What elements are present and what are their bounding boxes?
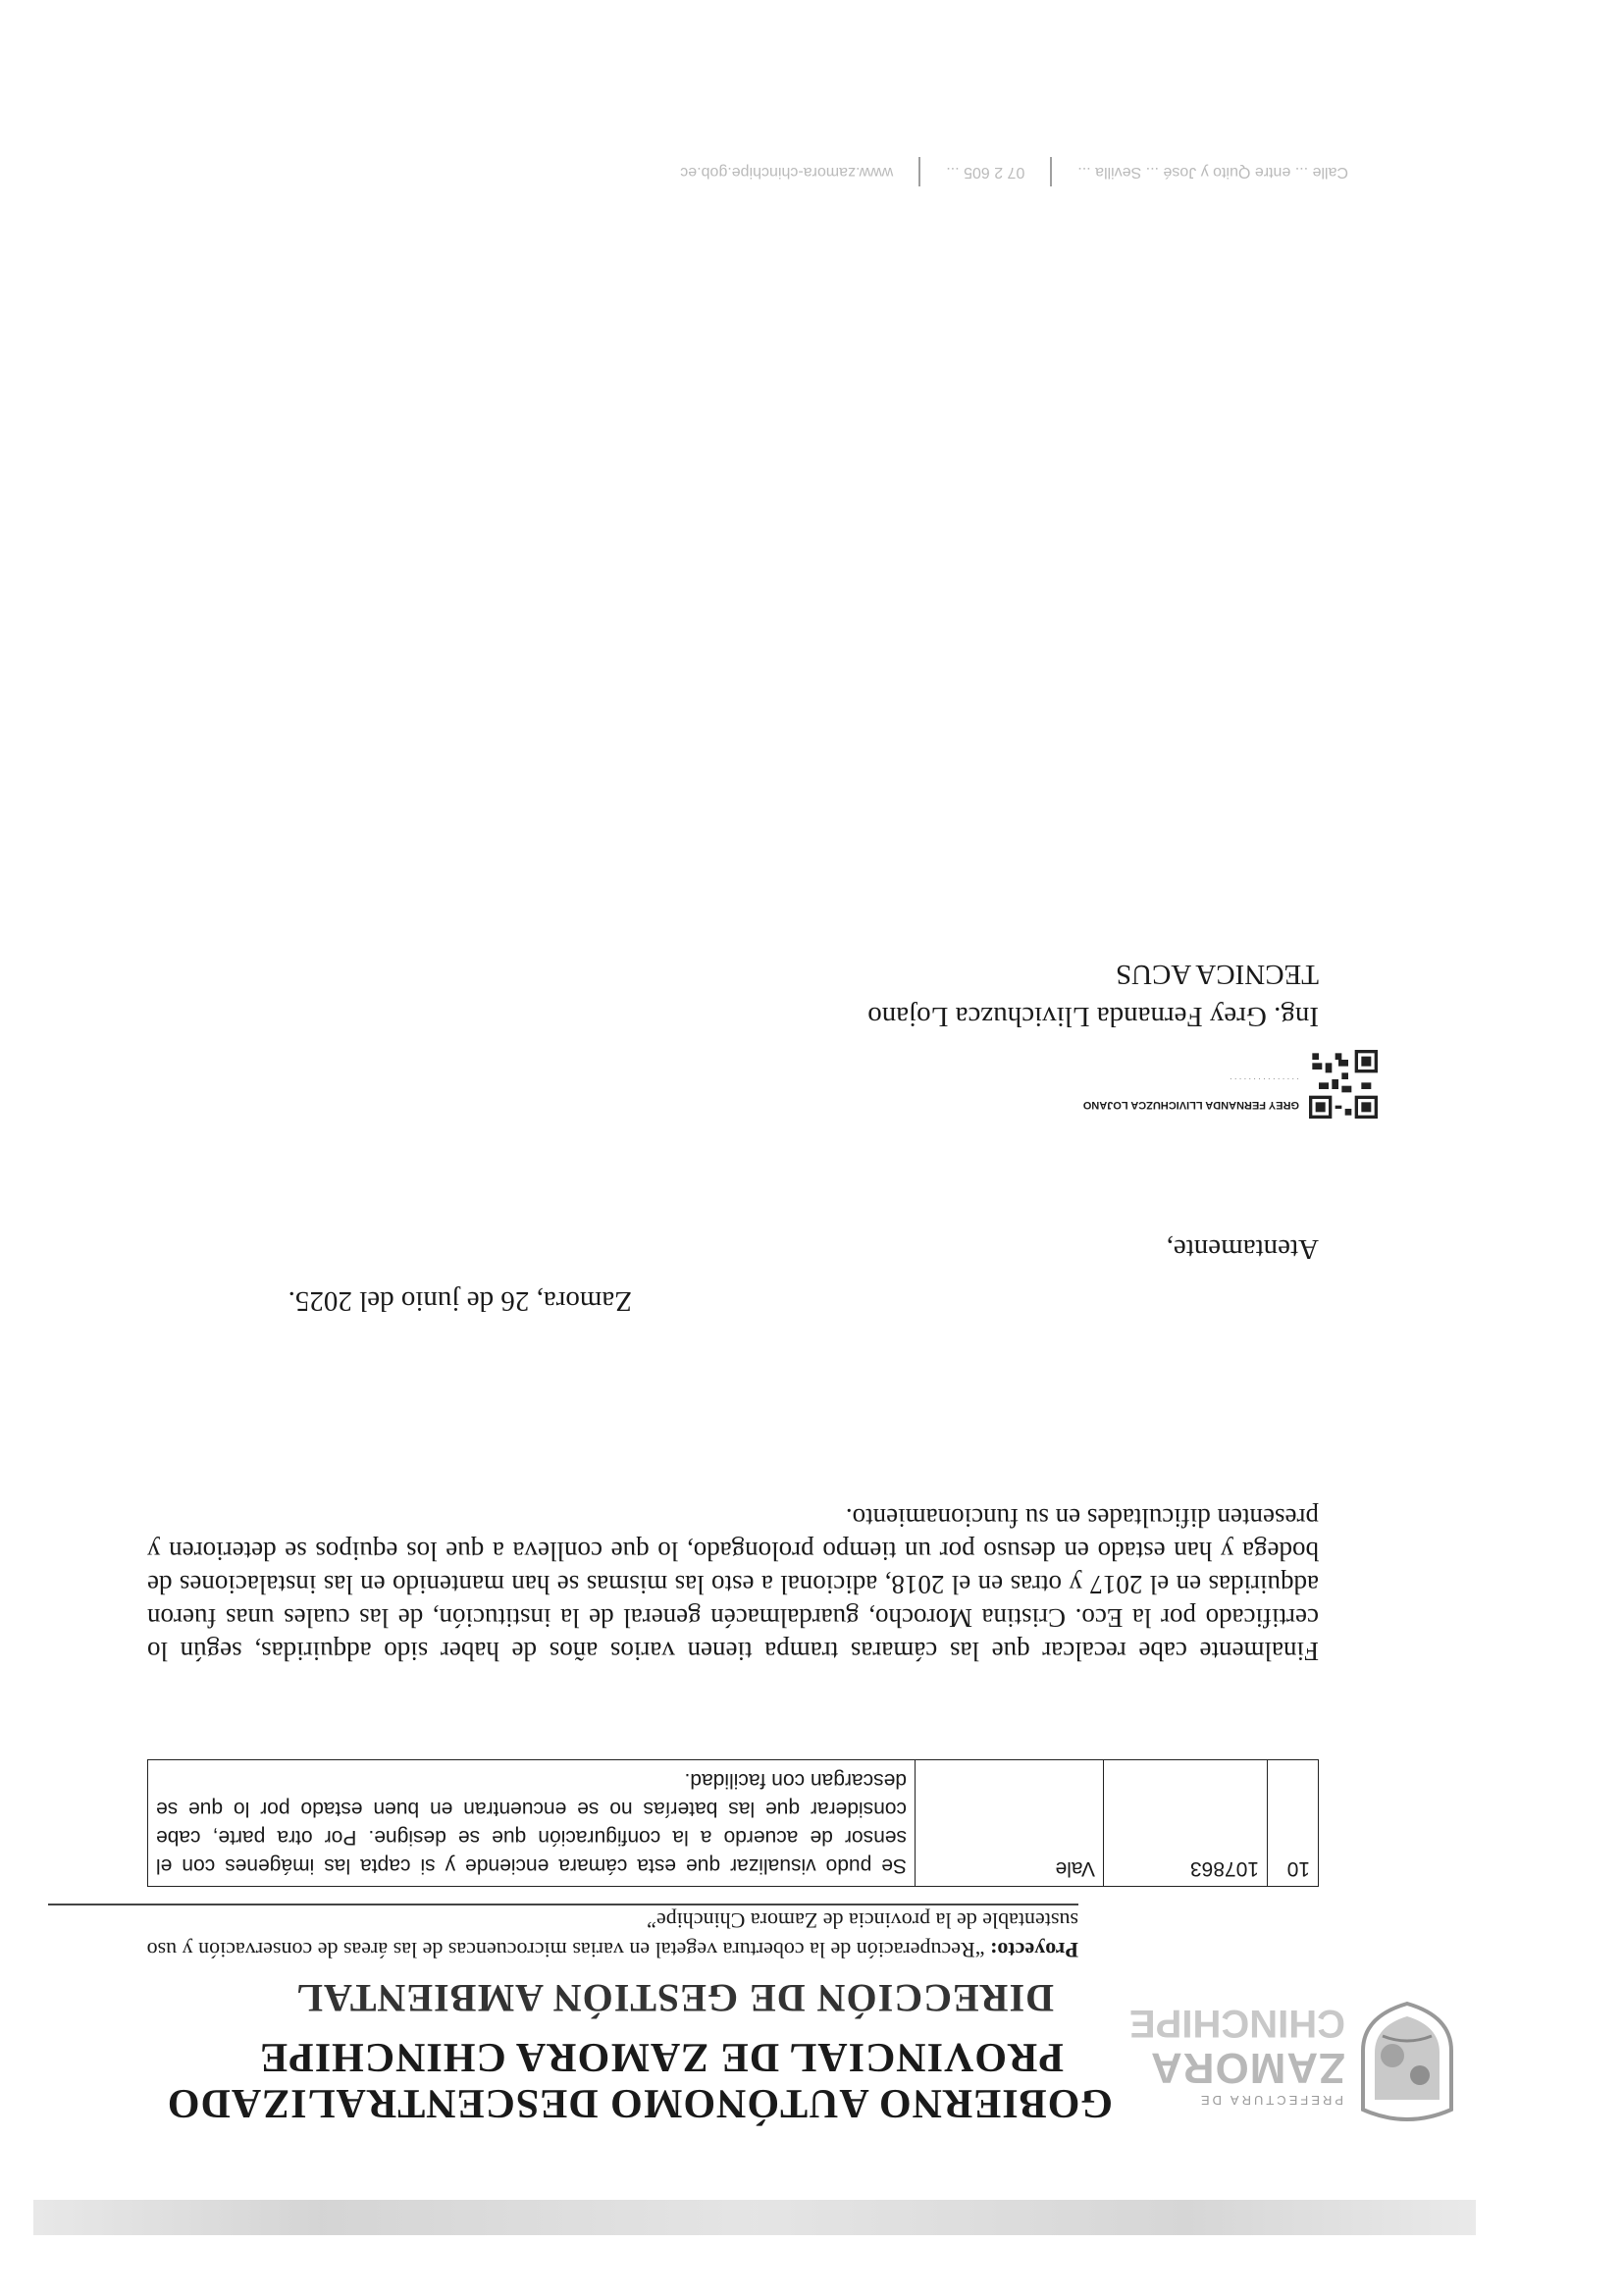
footer-phone: 07 2 605 ...: [946, 164, 1025, 181]
footer-web: www.zamora-chinchipe.gob.ec: [680, 164, 894, 181]
prefectura-logo: [1128, 1992, 1461, 2129]
page-footer: [122, 157, 1348, 186]
electronic-signature-meta: · · · · · · · · · · · · · · ·: [1229, 1074, 1299, 1083]
department-title: DIRECCIÓN DE GESTIÓN AMBIENTAL: [295, 1976, 1054, 2020]
project-label: Proyecto:: [990, 1938, 1078, 1962]
coat-of-arms-icon: [1353, 2002, 1461, 2129]
divider: [48, 1904, 1078, 1905]
footer-separator: [1050, 157, 1052, 186]
body-paragraph: Finalmente cabe recalcar que las cámaras trampa tienen varios años de haber sido adquiridas, según lo certificado por la Eco. Cristina Morocho, guardalmacén general de la institución, de las cuales unas fueron adquiridas en el 2017 y otras en el 2018, adicional a esto las mismas se han mantenido en las instalaciones de bodega y han estado en desuso por un tiempo prolongado, lo que conlleva a que los equipos se deterioren y presenten dificultades en su funcionamiento.: [147, 1503, 1319, 1666]
date-line: Zamora, 26 de junio del 2025.: [288, 1285, 632, 1317]
item-observation: Se pudo visualizar que esta cámara enciende y si capta las imágenes con el sensor de acuerdo a la configuración que se designe. Por otra parte, cabe considerar que las baterías no se encuentran en buen estado por lo que se descargan con facilidad.: [148, 1760, 916, 1887]
signer-name: Ing. Grey Fernanda Llivichuzca Lojano: [867, 1001, 1319, 1032]
scan-edge-bar: [33, 2200, 1476, 2235]
footer-separator: [918, 157, 920, 186]
table-row: [148, 1760, 1319, 1887]
logo-caption: PREFECTURA DE: [1197, 2093, 1343, 2108]
footer-address: Calle ... entre Quito y José ... Sevilla ...: [1077, 164, 1348, 181]
institution-subtitle: PROVINCIAL DE ZAMORA CHINCHIPE: [259, 2034, 1064, 2079]
salutation: Atentamente,: [1166, 1233, 1319, 1265]
logo-wordmark-chinchipe: CHINCHIPE: [1128, 2002, 1345, 2045]
signer-role: TECNICA ACUS: [1115, 959, 1319, 990]
project-text: “Recuperación de la cobertura vegetal en varias microcuencas de las áreas de conservación y uso sustentable de la provincia de Zamora Chinchipe”: [146, 1908, 1078, 1962]
row-number: 10: [1268, 1760, 1319, 1887]
electronic-signature-name: GREY FERNANDA LLIVICHUZCA LOJANO: [1082, 1099, 1299, 1111]
item-code: 107863: [1104, 1760, 1268, 1887]
institution-title: GOBIERNO AUTÓNOMO DESCENTRALIZADO: [166, 2080, 1113, 2125]
item-unit: Vale: [916, 1760, 1104, 1887]
logo-wordmark-zamora: ZAMORA: [1149, 2044, 1345, 2092]
equipment-table: [147, 1759, 1319, 1887]
project-line: [78, 1905, 1078, 1964]
qr-code-icon: [1309, 1050, 1378, 1119]
